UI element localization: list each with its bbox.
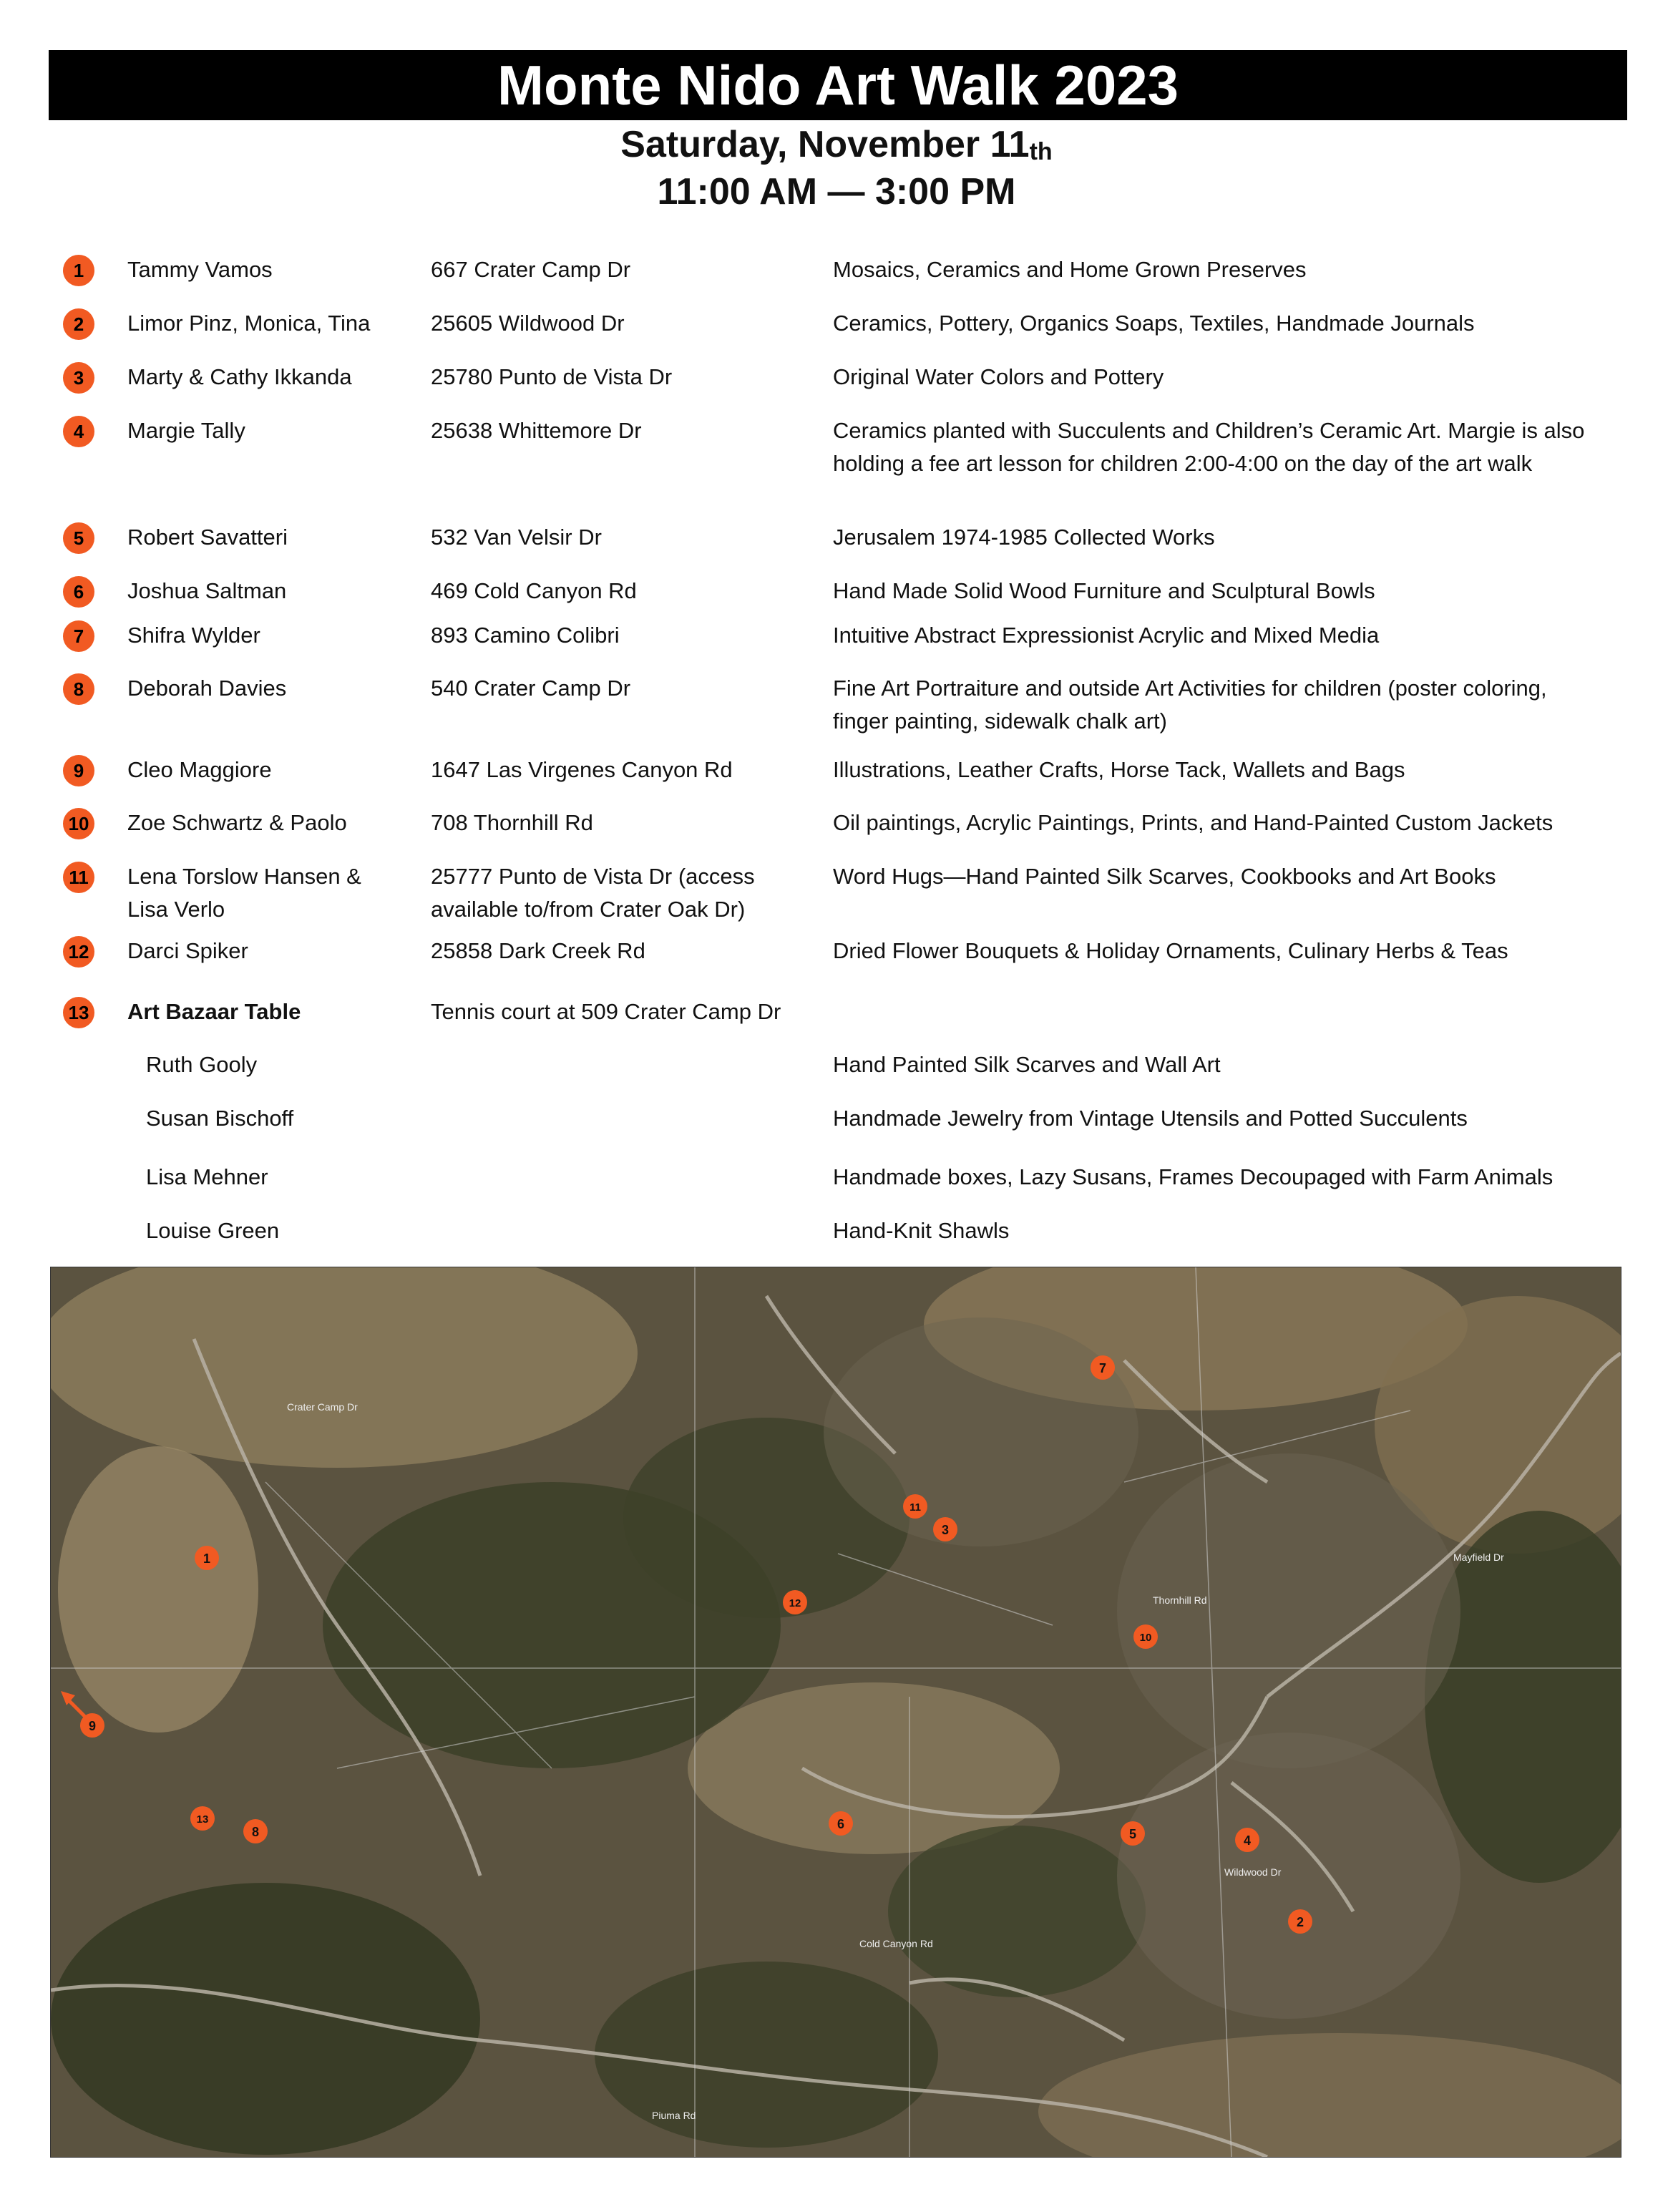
- marker-badge: 5: [63, 522, 94, 554]
- neighborhood: [1117, 1733, 1460, 2019]
- map-marker: [1133, 1624, 1158, 1649]
- map-marker: [1235, 1828, 1259, 1852]
- map-marker: [783, 1590, 807, 1614]
- artist-address: 25777 Punto de Vista Dr (access available to/from Crater Oak Dr): [431, 864, 755, 922]
- street-label: Thornhill Rd: [1153, 1594, 1207, 1606]
- svg-text:12: 12: [789, 1597, 801, 1609]
- street-label: Crater Camp Dr: [287, 1401, 358, 1413]
- aerial-map[interactable]: [50, 1267, 1621, 2158]
- artist-name: Margie Tally: [127, 418, 245, 443]
- artist-name: Shifra Wylder: [127, 623, 260, 648]
- map-marker: [1288, 1909, 1312, 1934]
- artist-name: Joshua Saltman: [127, 578, 287, 603]
- svg-text:5: 5: [1128, 1827, 1137, 1841]
- vendor-name: Louise Green: [146, 1218, 280, 1243]
- svg-text:9: 9: [88, 1719, 97, 1733]
- svg-text:8: 8: [251, 1825, 260, 1839]
- vendor-description: Hand Painted Silk Scarves and Wall Art: [833, 1052, 1221, 1077]
- svg-text:2: 2: [1296, 1915, 1304, 1929]
- marker-badge: 11: [63, 862, 94, 893]
- event-time: 11:00 AM — 3:00 PM: [657, 171, 1016, 213]
- map-marker: [903, 1494, 927, 1519]
- vendor-name: Ruth Gooly: [146, 1052, 258, 1077]
- artist-name: Zoe Schwartz & Paolo: [127, 810, 347, 835]
- marker-badge: 12: [63, 936, 94, 968]
- map-marker: [1091, 1355, 1115, 1380]
- artist-address: 25858 Dark Creek Rd: [431, 938, 645, 963]
- map-marker: [829, 1811, 853, 1836]
- vegetation: [595, 1962, 938, 2148]
- artist-description: Jerusalem 1974-1985 Collected Works: [833, 525, 1215, 550]
- artist-description: Intuitive Abstract Expressionist Acrylic and Mixed Media: [833, 623, 1380, 648]
- marker-badge: 1: [63, 255, 94, 286]
- svg-text:11: 11: [909, 1501, 921, 1514]
- artist-name: Darci Spiker: [127, 938, 248, 963]
- bazaar-name: Art Bazaar Table: [127, 999, 301, 1024]
- artist-address: 708 Thornhill Rd: [431, 810, 593, 835]
- vegetation: [51, 1883, 480, 2155]
- map-canvas: [51, 1267, 1621, 2157]
- svg-text:4: 4: [1243, 1833, 1252, 1848]
- artist-name: Tammy Vamos: [127, 257, 273, 282]
- artist-address: 469 Cold Canyon Rd: [431, 578, 637, 603]
- vendor-description: Handmade Jewelry from Vintage Utensils and Potted Succulents: [833, 1106, 1468, 1131]
- marker-badge: 3: [63, 362, 94, 394]
- map-marker: [933, 1517, 957, 1541]
- street-label: Mayfield Dr: [1453, 1551, 1504, 1563]
- artist-address: 25605 Wildwood Dr: [431, 311, 625, 336]
- artist-description: Hand Made Solid Wood Furniture and Sculptural Bowls: [833, 578, 1375, 603]
- artist-name: Cleo Maggiore: [127, 757, 272, 782]
- event-date: Saturday, November 11th: [620, 124, 1053, 165]
- vendor-description: Handmade boxes, Lazy Susans, Frames Decoupaged with Farm Animals: [833, 1164, 1554, 1189]
- marker-badge: 8: [63, 673, 94, 705]
- artist-address: 1647 Las Virgenes Canyon Rd: [431, 757, 733, 782]
- svg-text:6: 6: [836, 1817, 845, 1831]
- artist-address: 893 Camino Colibri: [431, 623, 620, 648]
- bazaar-address: Tennis court at 509 Crater Camp Dr: [431, 999, 781, 1024]
- street-label: Cold Canyon Rd: [859, 1938, 933, 1949]
- date-suffix: th: [1029, 138, 1053, 165]
- svg-text:1: 1: [203, 1551, 211, 1566]
- artist-address: 25780 Punto de Vista Dr: [431, 364, 673, 389]
- vendor-description: Hand-Knit Shawls: [833, 1218, 1010, 1243]
- map-marker: [243, 1819, 268, 1843]
- artist-address: 540 Crater Camp Dr: [431, 676, 631, 701]
- artist-description: Ceramics, Pottery, Organics Soaps, Textiles, Handmade Journals: [833, 311, 1475, 336]
- marker-badge: 7: [63, 620, 94, 652]
- neighborhood: [824, 1317, 1138, 1546]
- marker-badge: 6: [63, 576, 94, 608]
- artist-address: 25638 Whittemore Dr: [431, 418, 642, 443]
- artist-description: Oil paintings, Acrylic Paintings, Prints, and Hand-Painted Custom Jackets: [833, 810, 1554, 835]
- marker-badge: 9: [63, 755, 94, 786]
- artist-address: 667 Crater Camp Dr: [431, 257, 631, 282]
- artist-description: Word Hugs—Hand Painted Silk Scarves, Cookbooks and Art Books: [833, 864, 1496, 889]
- svg-text:13: 13: [196, 1813, 209, 1826]
- map-marker: [1121, 1821, 1145, 1846]
- neighborhood: [1117, 1453, 1460, 1768]
- artist-description: Dried Flower Bouquets & Holiday Ornaments, Culinary Herbs & Teas: [833, 938, 1508, 963]
- artist-description: Mosaics, Ceramics and Home Grown Preserves: [833, 257, 1307, 282]
- artist-description: Ceramics planted with Succulents and Children’s Ceramic Art. Margie is also holding a fee art lesson for children 2:00-4:00 on the day of the art walk: [833, 418, 1585, 476]
- artist-name: Limor Pinz, Monica, Tina: [127, 311, 371, 336]
- map-marker: [190, 1806, 215, 1831]
- artist-name: Robert Savatteri: [127, 525, 288, 550]
- street-label: Piuma Rd: [652, 2110, 696, 2121]
- artist-description: Illustrations, Leather Crafts, Horse Tack, Wallets and Bags: [833, 757, 1405, 782]
- artist-name: Marty & Cathy Ikkanda: [127, 364, 352, 389]
- map-marker: [80, 1713, 104, 1738]
- svg-text:10: 10: [1139, 1632, 1152, 1644]
- svg-text:3: 3: [941, 1523, 950, 1537]
- terrain-hill: [58, 1446, 258, 1733]
- artist-address: 532 Van Velsir Dr: [431, 525, 602, 550]
- marker-badge: 10: [63, 808, 94, 839]
- artist-description: Original Water Colors and Pottery: [833, 364, 1164, 389]
- artist-name: Deborah Davies: [127, 676, 287, 701]
- artist-name: Lena Torslow Hansen & Lisa Verlo: [127, 864, 361, 922]
- page-title: Monte Nido Art Walk 2023: [49, 50, 1627, 120]
- vegetation: [888, 1826, 1146, 1997]
- street-label: Wildwood Dr: [1224, 1866, 1282, 1878]
- svg-text:7: 7: [1098, 1361, 1107, 1375]
- vendor-name: Lisa Mehner: [146, 1164, 268, 1189]
- marker-badge: 4: [63, 416, 94, 447]
- marker-badge: 13: [63, 997, 94, 1028]
- marker-badge: 2: [63, 308, 94, 340]
- artist-description: Fine Art Portraiture and outside Art Activities for children (poster coloring, finger painting, sidewalk chalk art): [833, 676, 1547, 734]
- map-marker: [195, 1546, 219, 1570]
- vendor-name: Susan Bischoff: [146, 1106, 294, 1131]
